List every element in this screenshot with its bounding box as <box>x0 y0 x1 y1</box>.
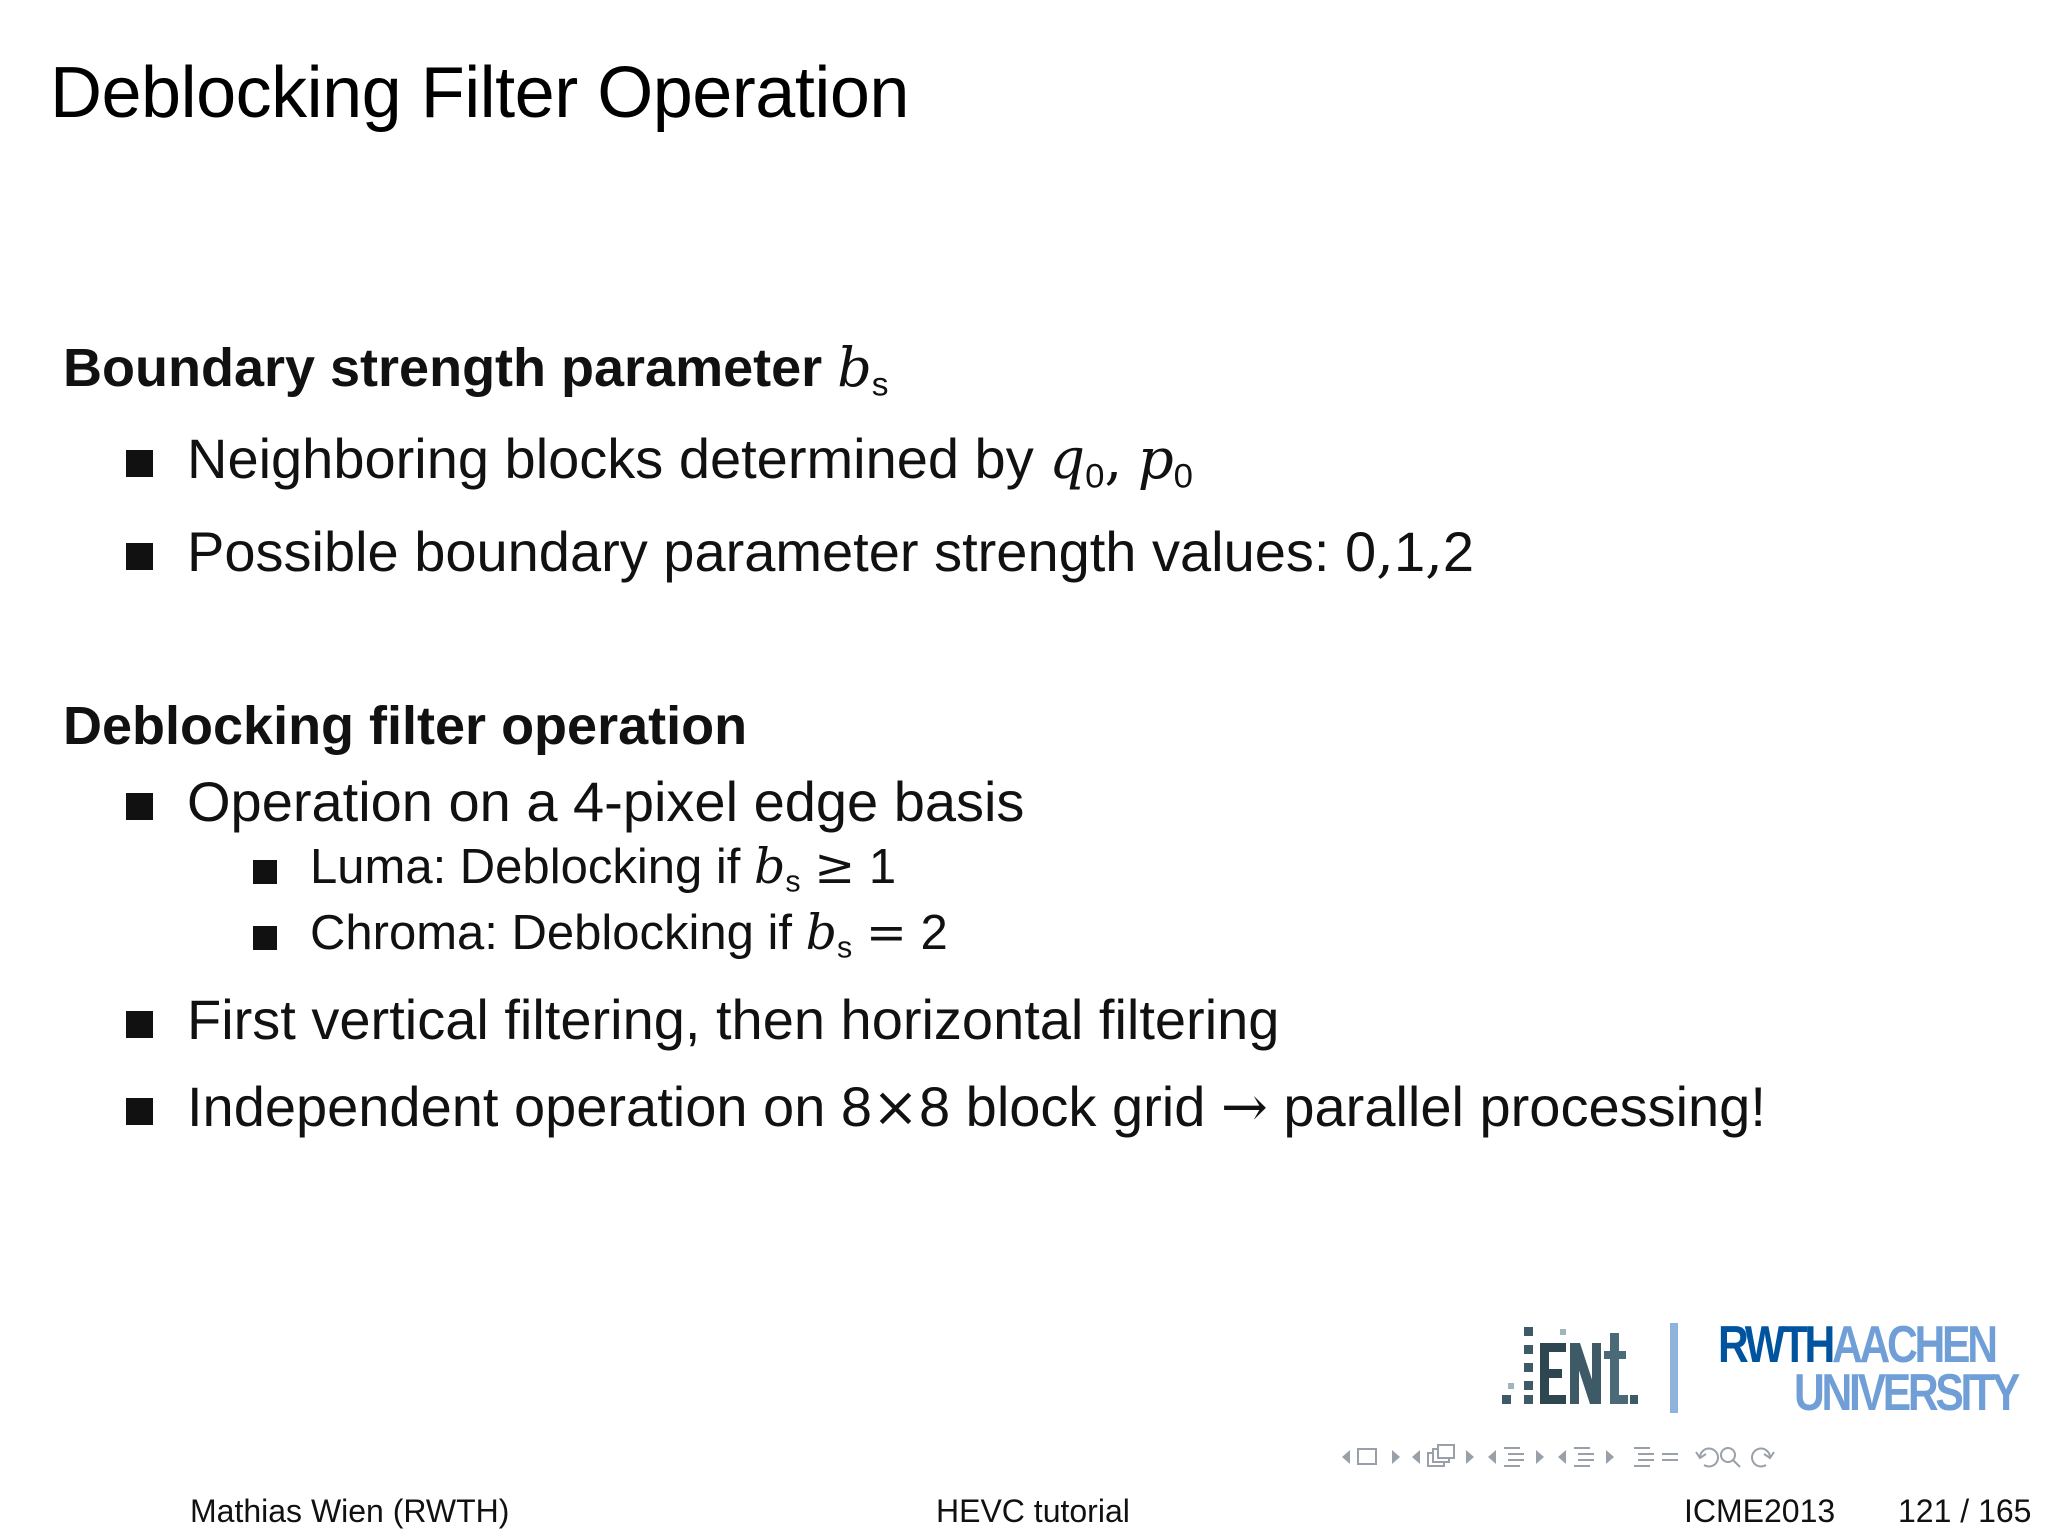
list-item-text: First vertical filtering, then horizontal filtering <box>187 988 1280 1051</box>
section-heading <box>63 336 1963 404</box>
math-variable: $b_s$ <box>753 838 801 899</box>
section-boundary-strength <box>63 336 1963 585</box>
nav-subsection-icon[interactable] <box>1412 1445 1474 1466</box>
math-variable: $b_s$ <box>805 903 853 964</box>
section-heading: Deblocking filter operation <box>63 696 748 756</box>
list-item <box>63 987 1963 1052</box>
square-bullet-icon <box>253 860 277 884</box>
math-separator: , <box>1104 427 1123 493</box>
nav-frame-icon[interactable] <box>1342 1449 1400 1464</box>
slide-title: Deblocking Filter Operation <box>50 53 909 133</box>
list-item-text: Luma: Deblocking if <box>310 840 741 894</box>
footer-author: Mathias Wien (RWTH) <box>190 1493 510 1529</box>
list-item-text: 8 block grid <box>918 1075 1206 1138</box>
beamer-navigation-bar <box>1338 1440 2038 1474</box>
list-item-text: Neighboring blocks determined by <box>187 427 1034 491</box>
footer-title: HEVC tutorial <box>936 1493 1130 1529</box>
list-item <box>63 1074 1963 1140</box>
square-bullet-icon <box>126 450 153 477</box>
nav-section-icon[interactable] <box>1488 1448 1544 1466</box>
math-value: 1 <box>868 840 897 894</box>
list-item-text: Operation on a 4-pixel edge basis <box>187 770 1025 833</box>
list-item-text: parallel processing! <box>1283 1075 1766 1138</box>
list-item-text: Chroma: Deblocking if <box>310 905 793 960</box>
math-separator: , <box>1376 520 1394 586</box>
ient-logo <box>1500 1323 1638 1419</box>
math-variable: $b_s$ <box>837 336 889 404</box>
math-operator: = <box>865 903 907 961</box>
math-operator: ≥ <box>814 838 856 895</box>
nav-appendix-icon[interactable] <box>1634 1448 1678 1466</box>
nav-forward-icon[interactable] <box>1752 1449 1774 1467</box>
square-bullet-icon <box>253 926 277 950</box>
list-item <box>63 519 1963 585</box>
math-value: 2 <box>1442 520 1475 584</box>
math-variable: $q_0$ <box>1049 427 1105 497</box>
math-variable: $p_0$ <box>1137 427 1193 497</box>
math-operator: × <box>872 1075 919 1140</box>
list-item <box>63 426 1963 497</box>
footer-page-number: 121 / 165 <box>1898 1493 2032 1529</box>
rwth-logo-line2: UNIVERSITY <box>1793 1364 2017 1422</box>
math-value: 2 <box>920 905 948 960</box>
nav-back-icon[interactable] <box>1696 1449 1718 1467</box>
logo-divider <box>1670 1323 1678 1413</box>
square-bullet-icon <box>126 1098 153 1125</box>
rwth-logo-line1: RWTHAACHEN <box>1718 1316 1995 1374</box>
square-bullet-icon <box>126 793 153 820</box>
footer-event: ICME2013 <box>1684 1493 1836 1529</box>
section-deblocking-operation <box>63 695 1963 1140</box>
list-item <box>63 769 1963 834</box>
list-item-text: Independent operation on 8 <box>187 1075 873 1138</box>
sub-list-item <box>63 838 1963 900</box>
math-value: 1 <box>1393 520 1426 584</box>
nav-document-icon[interactable] <box>1558 1448 1614 1466</box>
sub-list-item <box>63 904 1963 966</box>
arrow-icon: → <box>1220 1075 1268 1140</box>
list-item-text: Possible boundary parameter strength values: 0 <box>187 520 1377 584</box>
square-bullet-icon <box>126 1011 153 1038</box>
nav-search-icon[interactable] <box>1721 1448 1740 1467</box>
logo-area <box>1500 1315 2020 1425</box>
section-heading-text: Boundary strength parameter <box>63 338 823 398</box>
square-bullet-icon <box>126 543 153 570</box>
math-separator: , <box>1425 520 1443 586</box>
